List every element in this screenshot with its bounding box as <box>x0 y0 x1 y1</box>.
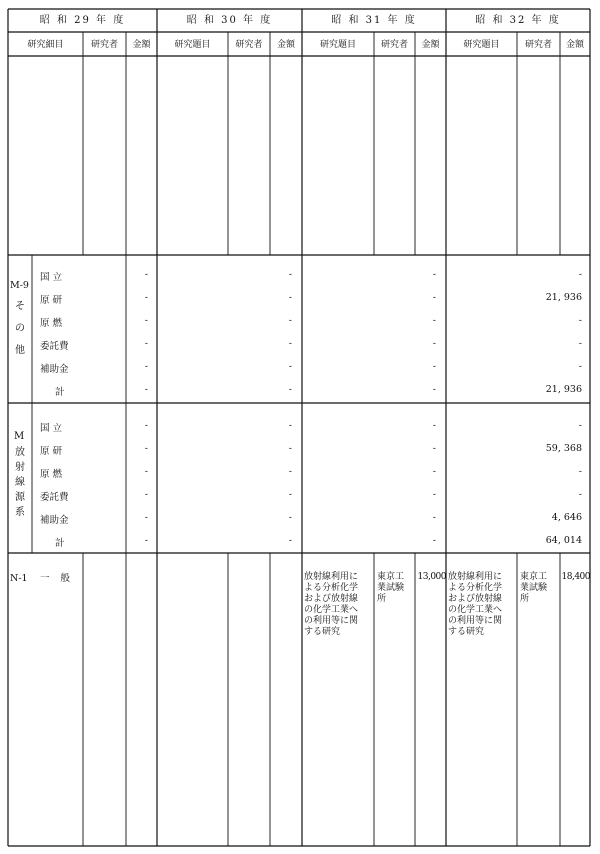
subheader-29-amount: 金額 <box>132 40 151 50</box>
amount-31: - <box>432 489 436 500</box>
amount-29: - <box>144 269 148 280</box>
amount-31: - <box>432 338 436 349</box>
subheader-30-researcher: 研究者 <box>235 40 263 50</box>
n1-31-researcher: 東京工 業試験 所 <box>377 572 405 604</box>
row-label: 委託費 <box>40 341 69 352</box>
amount-30: - <box>288 443 292 454</box>
amount-29: - <box>144 292 148 303</box>
subheader-31-topic: 研究題目 <box>319 40 356 50</box>
row-label: 原 燃 <box>40 469 63 480</box>
amount-29: - <box>144 361 148 372</box>
row-label: 国 立 <box>40 423 63 434</box>
amount-32: - <box>578 466 582 477</box>
row-label: 計 <box>55 387 65 398</box>
n1-31-topic: 放射線利用に よる分析化学 および放射線 の化学工業へ の利用等に関 する研究 <box>304 572 359 637</box>
amount-30: - <box>288 361 292 372</box>
amount-32: 59, 368 <box>545 443 582 454</box>
amount-32: - <box>578 489 582 500</box>
amount-32: 4, 646 <box>551 512 582 523</box>
row-label: 原 燃 <box>40 318 63 329</box>
section-title: 放 射 線 源 系 <box>15 447 25 518</box>
row-label: 補助金 <box>40 364 69 375</box>
amount-32: - <box>578 420 582 431</box>
amount-31: - <box>432 466 436 477</box>
subheader-29-researcher: 研究者 <box>90 40 118 50</box>
subheader-29-topic: 研究細目 <box>27 40 64 50</box>
amount-30: - <box>288 420 292 431</box>
amount-31: - <box>432 315 436 326</box>
section-title: そ の 他 <box>15 301 25 356</box>
amount-32: - <box>578 269 582 280</box>
year-header-31: 昭 和 31 年 度 <box>331 15 417 26</box>
amount-30: - <box>288 535 292 546</box>
amount-31: - <box>432 535 436 546</box>
row-label: 原 研 <box>40 446 63 457</box>
subheader-30-topic: 研究題目 <box>174 40 211 50</box>
amount-29: - <box>144 315 148 326</box>
amount-29: - <box>144 420 148 431</box>
year-header-30: 昭 和 30 年 度 <box>186 15 273 26</box>
amount-31: - <box>432 512 436 523</box>
n1-32-researcher: 東京工 業試験 所 <box>520 572 548 604</box>
amount-31: - <box>432 420 436 431</box>
amount-32: - <box>578 338 582 349</box>
section-code: M-9 <box>10 280 29 291</box>
subheader-30-amount: 金額 <box>276 40 295 50</box>
amount-32: - <box>578 315 582 326</box>
n1-31-amount: 13,000 <box>417 572 446 582</box>
amount-32: 21, 936 <box>545 292 582 303</box>
subheader-32-amount: 金額 <box>565 40 584 50</box>
amount-29: - <box>144 338 148 349</box>
subheader-32-researcher: 研究者 <box>524 40 552 50</box>
n1-32-topic: 放射線利用に よる分析化学 および放射線 の化学工業へ の利用等に関 する研究 <box>448 572 503 637</box>
subheader-31-amount: 金額 <box>421 40 440 50</box>
row-label: 原 研 <box>40 295 63 306</box>
amount-29: - <box>144 489 148 500</box>
row-label: 委託費 <box>40 492 69 503</box>
amount-30: - <box>288 384 292 395</box>
amount-32: - <box>578 361 582 372</box>
amount-32: 21, 936 <box>545 384 582 395</box>
year-header-32: 昭 和 32 年 度 <box>475 15 561 26</box>
amount-30: - <box>288 315 292 326</box>
n1-label: 一 般 <box>40 573 75 584</box>
row-label: 補助金 <box>40 515 69 526</box>
n1-code: N-1 <box>10 573 28 584</box>
amount-29: - <box>144 384 148 395</box>
subheader-31-researcher: 研究者 <box>380 40 408 50</box>
amount-29: - <box>144 466 148 477</box>
amount-30: - <box>288 489 292 500</box>
subheader-32-topic: 研究題目 <box>463 40 500 50</box>
amount-30: - <box>288 292 292 303</box>
amount-30: - <box>288 466 292 477</box>
amount-30: - <box>288 338 292 349</box>
amount-31: - <box>432 384 436 395</box>
amount-30: - <box>288 269 292 280</box>
amount-30: - <box>288 512 292 523</box>
amount-31: - <box>432 292 436 303</box>
amount-31: - <box>432 361 436 372</box>
amount-29: - <box>144 443 148 454</box>
amount-29: - <box>144 535 148 546</box>
section-code: M <box>14 431 25 442</box>
year-header-29: 昭 和 29 年 度 <box>39 15 126 26</box>
n1-32-amount: 18,400 <box>561 572 590 582</box>
amount-31: - <box>432 443 436 454</box>
amount-29: - <box>144 512 148 523</box>
row-label: 計 <box>55 538 65 549</box>
amount-31: - <box>432 269 436 280</box>
row-label: 国 立 <box>40 272 63 283</box>
amount-32: 64, 014 <box>545 535 582 546</box>
